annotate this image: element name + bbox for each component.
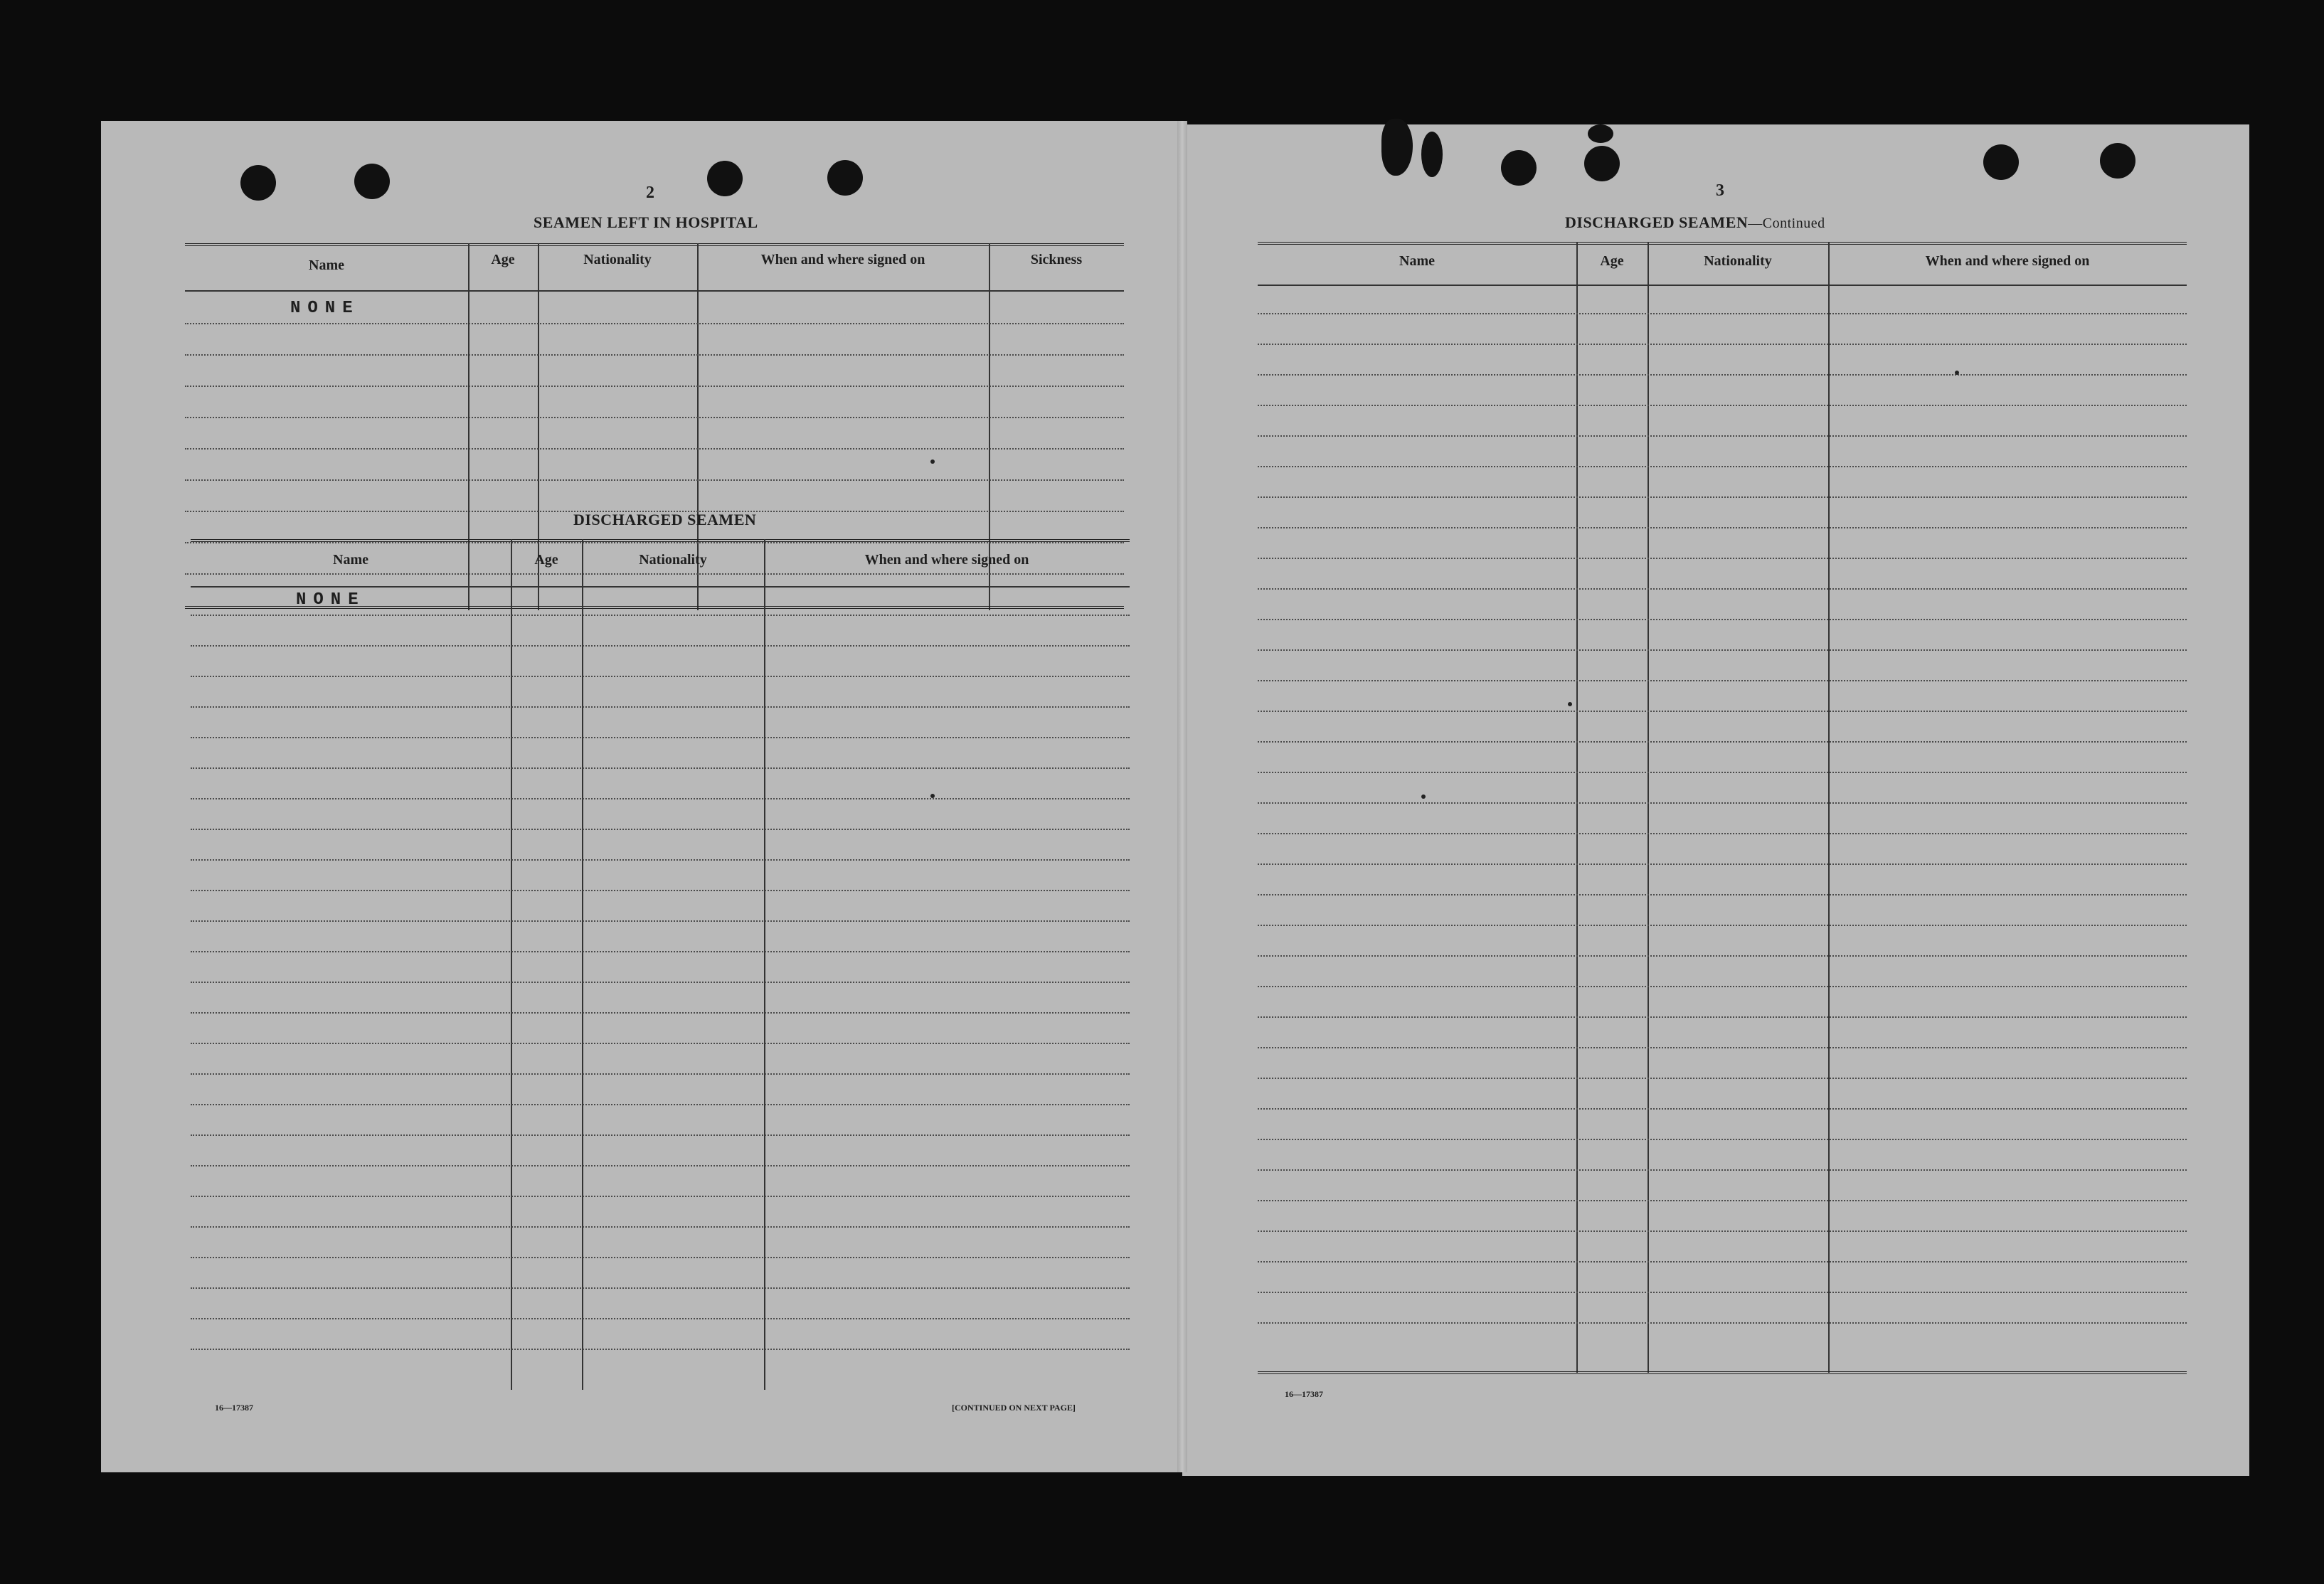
table-row bbox=[191, 1349, 1130, 1350]
column-rule bbox=[582, 539, 583, 1390]
column-header-signed-on: When and where signed on bbox=[864, 552, 1029, 568]
table-row bbox=[191, 1073, 1130, 1075]
torn-paper bbox=[1381, 119, 1413, 176]
column-rule bbox=[1828, 242, 1830, 1373]
column-header-nationality: Nationality bbox=[583, 252, 652, 267]
ink-speck bbox=[1955, 371, 1959, 375]
table-row bbox=[1258, 649, 2187, 651]
column-rule bbox=[511, 539, 512, 1390]
table-row bbox=[1258, 1016, 2187, 1018]
torn-paper bbox=[1588, 124, 1613, 143]
table-row bbox=[1258, 1169, 2187, 1171]
table-row bbox=[1258, 527, 2187, 528]
section-title-suffix: —Continued bbox=[1748, 216, 1825, 231]
table-row bbox=[185, 354, 1124, 356]
ink-speck bbox=[1421, 794, 1426, 799]
table-row bbox=[1258, 313, 2187, 314]
table-row bbox=[191, 737, 1130, 738]
table-row bbox=[1258, 833, 2187, 834]
table-row bbox=[191, 982, 1130, 983]
table-row bbox=[191, 1012, 1130, 1014]
column-header-age: Age bbox=[1600, 253, 1624, 269]
table-row bbox=[1258, 1322, 2187, 1324]
column-rule bbox=[764, 539, 765, 1390]
table-row bbox=[191, 859, 1130, 861]
left-page bbox=[101, 121, 1182, 1472]
table-row bbox=[185, 448, 1124, 450]
table-row bbox=[191, 1226, 1130, 1228]
table-row bbox=[191, 706, 1130, 708]
continued-note: [CONTINUED ON NEXT PAGE] bbox=[952, 1403, 1076, 1413]
table-row bbox=[191, 767, 1130, 769]
page-number: 2 bbox=[646, 184, 654, 202]
table-row bbox=[191, 1196, 1130, 1197]
discharged-section-title: DISCHARGED SEAMEN bbox=[573, 511, 757, 528]
table-row bbox=[191, 1165, 1130, 1166]
table-row bbox=[1258, 496, 2187, 498]
punch-hole bbox=[354, 164, 390, 199]
punch-hole bbox=[827, 160, 863, 196]
table-row bbox=[1258, 680, 2187, 681]
table-row bbox=[191, 1318, 1130, 1319]
table-row bbox=[191, 1134, 1130, 1136]
table-row bbox=[191, 676, 1130, 677]
table-row bbox=[191, 1104, 1130, 1105]
column-header-name: Name bbox=[309, 257, 344, 273]
table-row bbox=[191, 615, 1130, 616]
table-row bbox=[1258, 405, 2187, 406]
table-row bbox=[1258, 1261, 2187, 1263]
table-row bbox=[191, 920, 1130, 922]
table-row bbox=[191, 1043, 1130, 1044]
column-header-nationality: Nationality bbox=[1704, 253, 1772, 269]
punch-hole bbox=[707, 161, 743, 196]
page-number: 3 bbox=[1716, 181, 1724, 200]
right-page bbox=[1182, 124, 2249, 1476]
table-row bbox=[1258, 711, 2187, 712]
table-top-rule bbox=[1258, 242, 2187, 248]
page-fold bbox=[1177, 121, 1187, 1472]
table-row bbox=[1258, 344, 2187, 345]
punch-hole bbox=[240, 165, 276, 201]
header-rule bbox=[191, 586, 1130, 588]
punch-hole bbox=[1983, 144, 2019, 180]
column-header-nationality: Nationality bbox=[639, 552, 707, 568]
punch-hole bbox=[2100, 143, 2135, 179]
column-header-sickness: Sickness bbox=[1030, 252, 1083, 267]
table-row bbox=[185, 386, 1124, 387]
name-entry: NONE bbox=[296, 590, 366, 610]
header-rule bbox=[1258, 285, 2187, 286]
section-title-text: DISCHARGED SEAMEN bbox=[1565, 213, 1749, 231]
table-row bbox=[185, 323, 1124, 324]
discharged-continued-table bbox=[1258, 242, 2187, 1377]
punch-hole bbox=[1501, 150, 1537, 186]
table-row bbox=[1258, 558, 2187, 559]
table-row bbox=[1258, 1292, 2187, 1293]
torn-paper bbox=[1421, 132, 1443, 177]
form-number: 16—17387 bbox=[1285, 1389, 1323, 1399]
table-row bbox=[1258, 986, 2187, 987]
table-row bbox=[191, 1257, 1130, 1258]
punch-hole bbox=[1584, 146, 1620, 181]
table-row bbox=[1258, 1200, 2187, 1201]
column-header-age: Age bbox=[491, 252, 515, 267]
ink-speck bbox=[930, 459, 935, 464]
table-row bbox=[1258, 925, 2187, 926]
ink-speck bbox=[1568, 702, 1572, 706]
table-row bbox=[1258, 1230, 2187, 1232]
table-row bbox=[1258, 1078, 2187, 1079]
table-row bbox=[1258, 802, 2187, 804]
column-header-age: Age bbox=[534, 552, 558, 568]
discharged-table bbox=[191, 539, 1130, 1390]
column-header-signed-on: When and where signed on bbox=[760, 252, 925, 267]
column-rule bbox=[1648, 242, 1649, 1373]
table-row bbox=[1258, 588, 2187, 590]
ink-speck bbox=[930, 794, 935, 798]
table-row bbox=[1258, 466, 2187, 467]
table-row bbox=[191, 951, 1130, 952]
header-rule bbox=[185, 290, 1124, 292]
column-header-name: Name bbox=[333, 552, 368, 568]
table-row bbox=[1258, 1047, 2187, 1048]
table-row bbox=[1258, 1139, 2187, 1140]
form-number: 16—17387 bbox=[215, 1403, 253, 1413]
column-rule bbox=[1576, 242, 1578, 1373]
table-row bbox=[1258, 1108, 2187, 1110]
table-row bbox=[1258, 863, 2187, 865]
table-row bbox=[1258, 955, 2187, 957]
table-row bbox=[191, 890, 1130, 891]
table-row bbox=[185, 417, 1124, 418]
table-row bbox=[185, 479, 1124, 481]
table-bottom-rule bbox=[1258, 1371, 2187, 1377]
table-row bbox=[1258, 619, 2187, 620]
table-row bbox=[1258, 374, 2187, 376]
table-row bbox=[1258, 894, 2187, 895]
table-top-rule bbox=[185, 243, 1124, 249]
table-row bbox=[1258, 741, 2187, 743]
table-row bbox=[191, 829, 1130, 830]
table-top-rule bbox=[191, 539, 1130, 545]
table-row bbox=[191, 798, 1130, 799]
column-header-signed-on: When and where signed on bbox=[1925, 253, 2090, 269]
discharged-continued-title bbox=[1565, 213, 1825, 232]
hospital-section-title: SEAMEN LEFT IN HOSPITAL bbox=[534, 213, 758, 231]
table-row bbox=[1258, 435, 2187, 437]
table-row bbox=[191, 1287, 1130, 1289]
name-entry: NONE bbox=[290, 299, 360, 318]
table-row bbox=[1258, 772, 2187, 773]
table-row bbox=[191, 645, 1130, 647]
column-header-name: Name bbox=[1399, 253, 1435, 269]
